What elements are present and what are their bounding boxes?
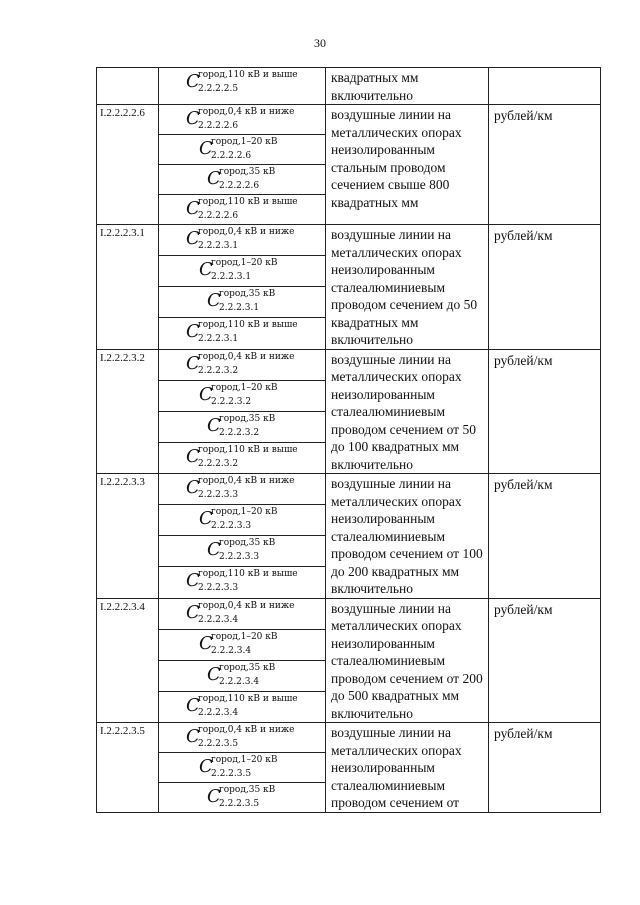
formula-symbol: C (199, 632, 213, 654)
table-row (97, 474, 601, 505)
formula-symbol: C (186, 477, 200, 498)
formula-superscript: город,110 кВ и выше (198, 320, 298, 331)
formula (186, 321, 298, 343)
formula-superscript: город,110 кВ и выше (198, 444, 298, 455)
formula-subscript: 2.2.2.3.4 (198, 707, 239, 718)
formula-subscript: 2.2.2.3.4 (198, 614, 239, 625)
formula-symbol: C (199, 259, 213, 281)
formula (199, 259, 285, 281)
formula-symbol: C (199, 508, 213, 530)
formula-cell (159, 68, 326, 105)
formula-symbol: C (186, 108, 200, 129)
formula-symbol: C (186, 321, 200, 343)
description-cell: воздушные линии на металлических опорах неизолированным стальным проводом сечением свыше 800 квадратных мм (326, 105, 489, 225)
formula-symbol: C (186, 570, 200, 592)
formula-cell (159, 629, 326, 660)
row-code-cell: I.2.2.2.3.4 (97, 598, 159, 723)
formula-subscript: 2.2.2.3.5 (198, 739, 239, 749)
formula-superscript: город,1–20 кВ (211, 258, 278, 269)
description-cell: воздушные линии на металлических опорах неизолированным сталеалюминиевым проводом сечением до 50 квадратных мм включительно (326, 225, 489, 350)
row-code-cell: I.2.2.2.2.6 (97, 105, 159, 225)
formula-superscript: город,0,4 кВ и ниже (198, 227, 295, 237)
formula-symbol: C (186, 71, 200, 92)
formula (186, 477, 298, 499)
unit-cell: рублей/км (489, 723, 601, 813)
formula-symbol: C (186, 694, 200, 716)
formula (186, 353, 298, 375)
description-cell: воздушные линии на металлических опорах неизолированным сталеалюминиевым проводом сечением от 200 до 500 квадратных мм включительно (326, 598, 489, 723)
description-cell: воздушные линии на металлических опорах неизолированным сталеалюминиевым проводом сечением от (326, 723, 489, 813)
formula-symbol: C (207, 414, 221, 436)
formula-superscript: город,1–20 кВ (211, 755, 278, 765)
formula-superscript: город,0,4 кВ и ниже (198, 107, 295, 117)
row-code-cell: I.2.2.2.3.3 (97, 474, 159, 599)
formula-cell (159, 691, 326, 722)
formula-symbol: C (207, 786, 221, 807)
formula-superscript: город,0,4 кВ и ниже (198, 725, 295, 735)
formula-superscript: город,1–20 кВ (211, 631, 278, 642)
formula-subscript: 2.2.2.2.6 (211, 151, 252, 161)
unit-cell (489, 68, 601, 105)
formula-cell (159, 105, 326, 135)
formula-subscript: 2.2.2.3.1 (198, 241, 239, 251)
formula-cell (159, 474, 326, 505)
table-row (97, 105, 601, 135)
formula-subscript: 2.2.2.3.1 (198, 334, 239, 345)
formula (186, 228, 298, 250)
formula-subscript: 2.2.2.2.6 (198, 121, 239, 131)
formula-superscript: город,35 кВ (219, 289, 276, 300)
formula (207, 290, 277, 312)
formula-subscript: 2.2.2.3.1 (219, 303, 260, 314)
formula-symbol: C (186, 445, 200, 467)
formula-subscript: 2.2.2.3.2 (211, 396, 252, 407)
formula-cell (159, 536, 326, 567)
formula-symbol: C (186, 726, 200, 747)
formula-subscript: 2.2.2.3.3 (198, 490, 239, 500)
formula-subscript: 2.2.2.3.3 (211, 521, 252, 532)
formula-subscript: 2.2.2.3.5 (211, 769, 252, 779)
formula-subscript: 2.2.2.3.1 (211, 272, 252, 283)
formula-subscript: 2.2.2.3.2 (198, 458, 239, 469)
formula (207, 168, 277, 190)
formula-symbol: C (186, 228, 200, 249)
formula-superscript: город,0,4 кВ и ниже (198, 351, 295, 362)
formula-cell (159, 287, 326, 318)
formula-subscript: 2.2.2.3.3 (198, 583, 239, 594)
formula-symbol: C (199, 138, 213, 159)
row-code-cell: I.2.2.2.3.5 (97, 723, 159, 813)
formula-symbol: C (186, 352, 200, 374)
formula-cell (159, 442, 326, 473)
formula (186, 570, 298, 592)
formula-superscript: город,0,4 кВ и ниже (198, 476, 295, 486)
formula (207, 786, 277, 808)
tariff-table-body (97, 68, 601, 813)
formula-cell (159, 567, 326, 598)
formula-subscript: 2.2.2.2.6 (198, 211, 239, 221)
formula-subscript: 2.2.2.3.3 (219, 552, 260, 563)
formula (199, 384, 285, 406)
table-row (97, 68, 601, 105)
formula-superscript: город,110 кВ и выше (198, 569, 298, 580)
formula-cell (159, 318, 326, 349)
table-row (97, 598, 601, 629)
unit-cell: рублей/км (489, 105, 601, 225)
formula (207, 539, 277, 561)
formula-cell (159, 783, 326, 813)
formula-cell (159, 380, 326, 411)
formula-cell (159, 411, 326, 442)
formula (186, 726, 298, 748)
formula-cell (159, 723, 326, 753)
table-row (97, 349, 601, 380)
formula-superscript: город,110 кВ и выше (198, 197, 298, 207)
formula-cell (159, 135, 326, 165)
formula (207, 415, 277, 437)
formula-subscript: 2.2.2.3.2 (198, 365, 239, 376)
formula-superscript: город,35 кВ (219, 413, 276, 424)
formula-cell (159, 225, 326, 256)
table-row (97, 723, 601, 753)
formula-superscript: город,35 кВ (219, 538, 276, 549)
formula-superscript: город,35 кВ (219, 662, 276, 673)
formula-symbol: C (199, 756, 213, 777)
formula-symbol: C (199, 383, 213, 405)
formula-superscript: город,35 кВ (219, 167, 276, 177)
description-cell: воздушные линии на металлических опорах неизолированным сталеалюминиевым проводом сечением от 50 до 100 квадратных мм включительно (326, 349, 489, 474)
formula-subscript: 2.2.2.3.2 (219, 427, 260, 438)
formula (186, 108, 298, 130)
formula (186, 71, 298, 93)
formula-symbol: C (186, 198, 200, 219)
formula (199, 138, 285, 160)
formula-cell (159, 195, 326, 225)
formula-symbol: C (186, 601, 200, 623)
formula-subscript: 2.2.2.3.4 (211, 645, 252, 656)
formula (186, 602, 298, 624)
table-row (97, 225, 601, 256)
tariff-table (96, 67, 601, 813)
formula-superscript: город,1–20 кВ (211, 382, 278, 393)
formula (199, 508, 285, 530)
formula-superscript: город,35 кВ (219, 785, 276, 795)
formula-cell (159, 256, 326, 287)
formula-cell (159, 165, 326, 195)
formula-subscript: 2.2.2.2.5 (198, 84, 239, 94)
formula-subscript: 2.2.2.3.4 (219, 676, 260, 687)
row-code-cell (97, 68, 159, 105)
formula-superscript: город,1–20 кВ (211, 137, 278, 147)
formula (199, 633, 285, 655)
formula (186, 695, 298, 717)
description-cell: квадратных мм включительно (326, 68, 489, 105)
unit-cell: рублей/км (489, 349, 601, 474)
description-cell: воздушные линии на металлических опорах неизолированным сталеалюминиевым проводом сечением от 100 до 200 квадратных мм включительно (326, 474, 489, 599)
row-code-cell: I.2.2.2.3.2 (97, 349, 159, 474)
formula-symbol: C (207, 539, 221, 561)
formula (186, 198, 298, 220)
formula-subscript: 2.2.2.2.6 (219, 181, 260, 191)
formula-cell (159, 660, 326, 691)
page-number: 30 (314, 36, 326, 50)
formula (186, 446, 298, 468)
row-code-cell: I.2.2.2.3.1 (97, 225, 159, 350)
formula-symbol: C (207, 290, 221, 312)
formula-superscript: город,110 кВ и выше (198, 693, 298, 704)
formula-superscript: город,110 кВ и выше (198, 70, 298, 80)
formula-cell (159, 505, 326, 536)
formula-symbol: C (207, 663, 221, 685)
formula-superscript: город,1–20 кВ (211, 507, 278, 518)
formula-symbol: C (207, 168, 221, 189)
formula-cell (159, 349, 326, 380)
unit-cell: рублей/км (489, 225, 601, 350)
formula (199, 756, 285, 778)
formula-subscript: 2.2.2.3.5 (219, 799, 260, 809)
formula-cell (159, 598, 326, 629)
unit-cell: рублей/км (489, 598, 601, 723)
formula (207, 664, 277, 686)
formula-cell (159, 753, 326, 783)
unit-cell: рублей/км (489, 474, 601, 599)
formula-superscript: город,0,4 кВ и ниже (198, 600, 295, 611)
